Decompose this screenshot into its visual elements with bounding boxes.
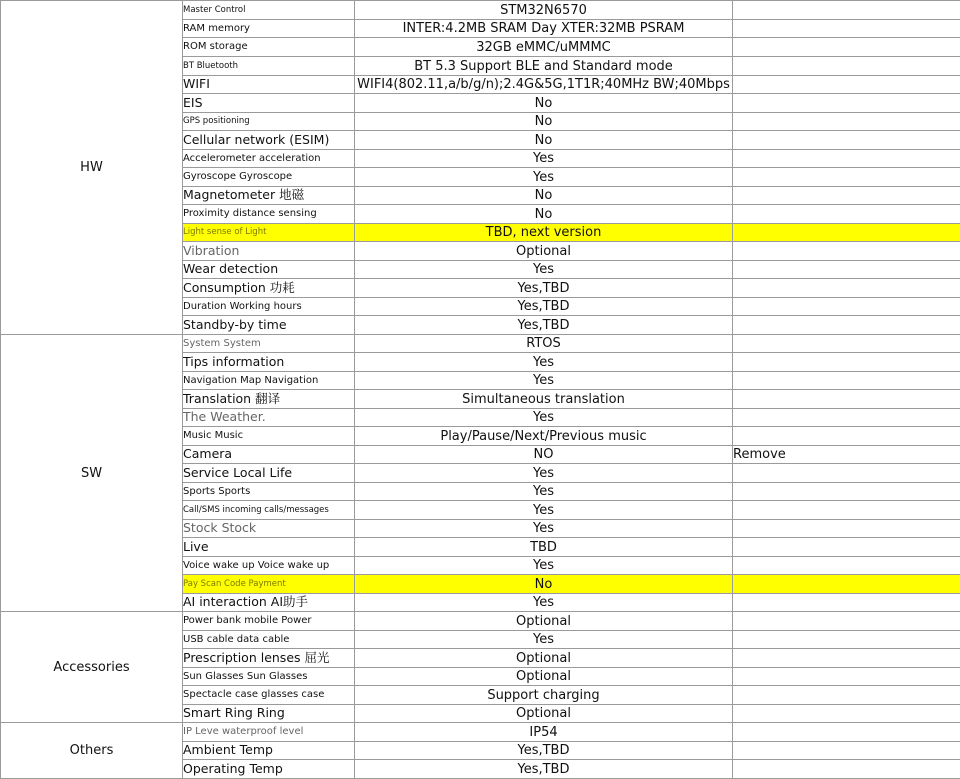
row-label: EIS <box>183 94 355 113</box>
row-label: Ambient Temp <box>183 742 355 760</box>
row-value: Play/Pause/Next/Previous music <box>355 427 733 446</box>
row-value: Yes <box>355 261 733 279</box>
row-value: Yes,TBD <box>355 316 733 335</box>
category-accessories: Accessories <box>1 612 183 723</box>
row-note <box>733 705 960 723</box>
row-value: IP54 <box>355 723 733 742</box>
row-value: Yes <box>355 520 733 538</box>
row-value: Yes <box>355 483 733 501</box>
row-note <box>733 316 960 335</box>
row-note <box>733 723 960 742</box>
row-note: Remove <box>733 446 960 464</box>
row-note <box>733 538 960 557</box>
row-label: Light sense of Light <box>183 224 355 242</box>
row-note <box>733 113 960 131</box>
row-label: Vibration <box>183 242 355 261</box>
row-value: TBD <box>355 538 733 557</box>
row-note <box>733 686 960 705</box>
row-label: Wear detection <box>183 261 355 279</box>
row-note <box>733 575 960 594</box>
table-row <box>1 612 960 631</box>
row-note <box>733 631 960 649</box>
row-value: Yes <box>355 594 733 612</box>
row-note <box>733 668 960 686</box>
row-note <box>733 742 960 760</box>
row-label: Gyroscope Gyroscope <box>183 168 355 187</box>
row-label: IP Leve waterproof level <box>183 723 355 742</box>
row-label: RAM memory <box>183 20 355 38</box>
row-value: INTER:4.2MB SRAM Day XTER:32MB PSRAM <box>355 20 733 38</box>
row-note <box>733 168 960 187</box>
row-value: Optional <box>355 242 733 261</box>
row-value: 32GB eMMC/uMMMC <box>355 38 733 57</box>
row-note <box>733 76 960 94</box>
row-note <box>733 409 960 427</box>
row-value: No <box>355 187 733 205</box>
row-note <box>733 242 960 261</box>
row-note <box>733 372 960 390</box>
row-label: Music Music <box>183 427 355 446</box>
row-value: No <box>355 205 733 224</box>
row-note <box>733 57 960 76</box>
row-value: WIFI4(802.11,a/b/g/n);2.4G&5G,1T1R;40MHz BW;40Mbps <box>355 76 733 94</box>
row-value: Yes <box>355 150 733 168</box>
row-value: TBD, next version <box>355 224 733 242</box>
row-label: Pay Scan Code Payment <box>183 575 355 594</box>
table-row <box>1 1 960 20</box>
row-value: Optional <box>355 705 733 723</box>
row-note <box>733 94 960 113</box>
row-note <box>733 38 960 57</box>
row-label: Navigation Map Navigation <box>183 372 355 390</box>
row-label: Stock Stock <box>183 520 355 538</box>
row-label: AI interaction AI助手 <box>183 594 355 612</box>
row-label: Sports Sports <box>183 483 355 501</box>
row-label: ROM storage <box>183 38 355 57</box>
row-value: Optional <box>355 649 733 668</box>
row-label: Tips information <box>183 353 355 372</box>
row-label: Call/SMS incoming calls/messages <box>183 501 355 520</box>
row-label: Accelerometer acceleration <box>183 150 355 168</box>
row-note <box>733 464 960 483</box>
row-note <box>733 594 960 612</box>
row-label: Translation 翻译 <box>183 390 355 409</box>
row-label: Live <box>183 538 355 557</box>
row-label: Master Control <box>183 1 355 20</box>
row-label: Prescription lenses 屈光 <box>183 649 355 668</box>
row-note <box>733 1 960 20</box>
row-value: Optional <box>355 612 733 631</box>
row-value: No <box>355 575 733 594</box>
row-value: Yes,TBD <box>355 298 733 316</box>
row-value: BT 5.3 Support BLE and Standard mode <box>355 57 733 76</box>
row-value: No <box>355 131 733 150</box>
row-label: Standby-by time <box>183 316 355 335</box>
row-note <box>733 483 960 501</box>
row-note <box>733 205 960 224</box>
category-sw: SW <box>1 335 183 612</box>
row-value: Yes <box>355 464 733 483</box>
row-value: RTOS <box>355 335 733 353</box>
row-value: Yes <box>355 372 733 390</box>
row-value: Yes <box>355 631 733 649</box>
row-note <box>733 520 960 538</box>
row-value: Simultaneous translation <box>355 390 733 409</box>
row-note <box>733 20 960 38</box>
row-label: Cellular network (ESIM) <box>183 131 355 150</box>
table-row <box>1 335 960 353</box>
row-note <box>733 279 960 298</box>
row-note <box>733 224 960 242</box>
row-value: STM32N6570 <box>355 1 733 20</box>
row-label: Proximity distance sensing <box>183 205 355 224</box>
row-label: BT Bluetooth <box>183 57 355 76</box>
row-value: Yes,TBD <box>355 760 733 779</box>
table-row <box>1 723 960 742</box>
row-label: Camera <box>183 446 355 464</box>
row-value: Yes <box>355 353 733 372</box>
row-value: Yes,TBD <box>355 742 733 760</box>
row-label: Smart Ring Ring <box>183 705 355 723</box>
row-value: Support charging <box>355 686 733 705</box>
row-note <box>733 353 960 372</box>
row-value: Optional <box>355 668 733 686</box>
row-label: Magnetometer 地磁 <box>183 187 355 205</box>
row-label: Operating Temp <box>183 760 355 779</box>
row-value: No <box>355 113 733 131</box>
row-note <box>733 612 960 631</box>
row-label: USB cable data cable <box>183 631 355 649</box>
row-label: The Weather. <box>183 409 355 427</box>
row-label: GPS positioning <box>183 113 355 131</box>
row-value: Yes <box>355 557 733 575</box>
row-note <box>733 427 960 446</box>
row-note <box>733 335 960 353</box>
row-note <box>733 760 960 779</box>
row-note <box>733 557 960 575</box>
row-note <box>733 150 960 168</box>
row-note <box>733 131 960 150</box>
row-label: Voice wake up Voice wake up <box>183 557 355 575</box>
row-label: Sun Glasses Sun Glasses <box>183 668 355 686</box>
row-label: System System <box>183 335 355 353</box>
row-value: Yes <box>355 501 733 520</box>
row-value: NO <box>355 446 733 464</box>
row-label: Duration Working hours <box>183 298 355 316</box>
row-label: Service Local Life <box>183 464 355 483</box>
row-label: Power bank mobile Power <box>183 612 355 631</box>
row-note <box>733 649 960 668</box>
row-label: WIFI <box>183 76 355 94</box>
row-note <box>733 187 960 205</box>
row-value: Yes <box>355 409 733 427</box>
row-label: Spectacle case glasses case <box>183 686 355 705</box>
row-note <box>733 390 960 409</box>
row-value: No <box>355 94 733 113</box>
row-value: Yes,TBD <box>355 279 733 298</box>
row-note <box>733 501 960 520</box>
row-note <box>733 261 960 279</box>
row-note <box>733 298 960 316</box>
category-hw: HW <box>1 1 183 335</box>
category-others: Others <box>1 723 183 779</box>
row-value: Yes <box>355 168 733 187</box>
row-label: Consumption 功耗 <box>183 279 355 298</box>
